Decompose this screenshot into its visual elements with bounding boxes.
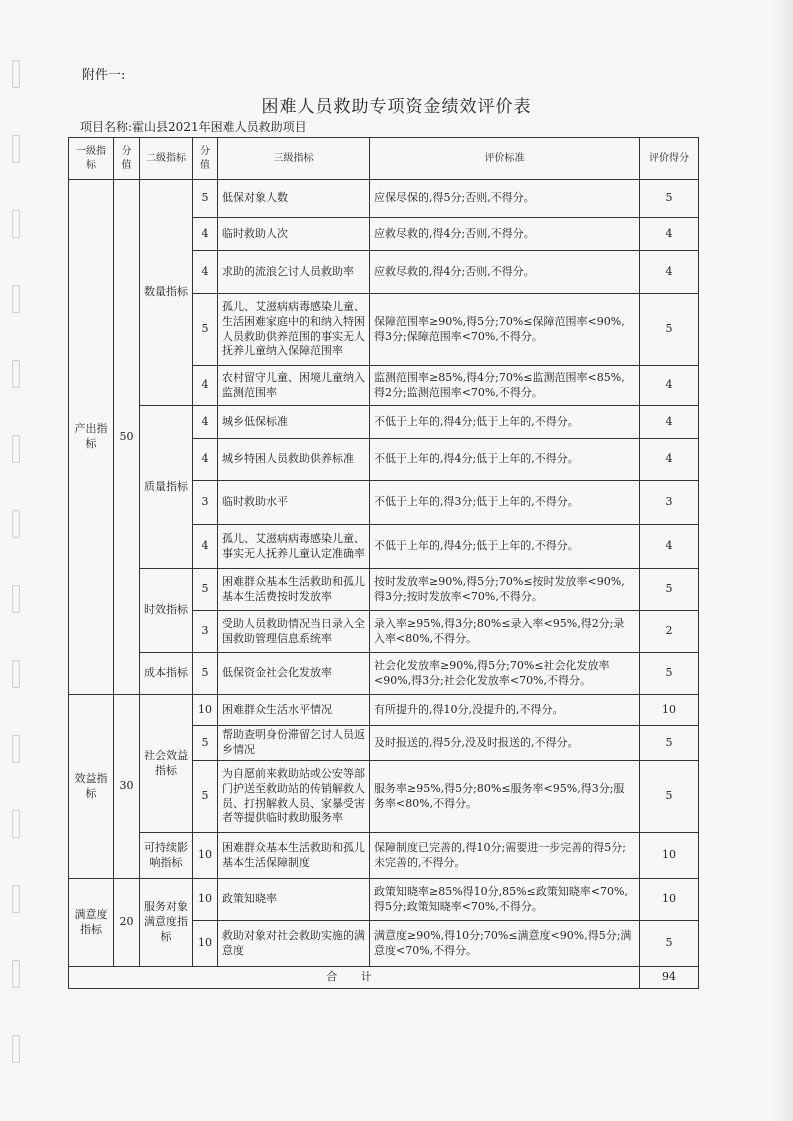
evaluation-result: 4 [640, 406, 699, 439]
binder-hole [12, 360, 20, 388]
level2-score: 3 [193, 611, 218, 653]
binder-marks [8, 40, 28, 1100]
evaluation-standard: 不低于上年的,得4分;低于上年的,不得分。 [370, 439, 640, 481]
evaluation-result: 4 [640, 525, 699, 569]
level2-indicator: 质量指标 [140, 406, 193, 569]
level3-indicator: 受助人员救助情况当日录入全国救助管理信息系统率 [218, 611, 370, 653]
binder-hole [12, 285, 20, 313]
binder-hole [12, 1035, 20, 1063]
evaluation-result: 5 [640, 294, 699, 366]
evaluation-standard: 社会化发放率≥90%,得5分;70%≤社会化发放率<90%,得3分;社会化发放率<70%,不得分。 [370, 653, 640, 695]
table-row [69, 695, 699, 726]
binder-hole [12, 210, 20, 238]
level2-score: 4 [193, 439, 218, 481]
level1-score: 30 [114, 695, 140, 879]
level2-score: 4 [193, 218, 218, 251]
evaluation-result: 10 [640, 833, 699, 879]
binder-hole [12, 735, 20, 763]
level2-indicator: 数量指标 [140, 180, 193, 406]
table-row [69, 653, 699, 695]
level2-score: 3 [193, 481, 218, 525]
level3-indicator: 帮助查明身份滞留乞讨人员返乡情况 [218, 726, 370, 761]
evaluation-standard: 保障制度已完善的,得10分;需要进一步完善的得5分;未完善的,不得分。 [370, 833, 640, 879]
level3-indicator: 临时救助人次 [218, 218, 370, 251]
level1-score: 50 [114, 180, 140, 695]
evaluation-result: 3 [640, 481, 699, 525]
table-header-row [69, 138, 699, 180]
binder-hole [12, 60, 20, 88]
level2-indicator: 时效指标 [140, 569, 193, 653]
evaluation-standard: 不低于上年的,得4分;低于上年的,不得分。 [370, 525, 640, 569]
level1-indicator: 效益指标 [69, 695, 114, 879]
level1-indicator: 满意度指标 [69, 879, 114, 967]
evaluation-standard: 不低于上年的,得4分;低于上年的,不得分。 [370, 406, 640, 439]
level2-score: 10 [193, 879, 218, 921]
level3-indicator: 农村留守儿童、困境儿童纳入监测范围率 [218, 366, 370, 406]
table-row [69, 833, 699, 879]
evaluation-standard: 及时报送的,得5分,没及时报送的,不得分。 [370, 726, 640, 761]
evaluation-result: 5 [640, 569, 699, 611]
total-row [69, 967, 699, 989]
binder-hole [12, 585, 20, 613]
level3-indicator: 临时救助水平 [218, 481, 370, 525]
table-row [69, 406, 699, 439]
evaluation-standard: 满意度≥90%,得10分;70%≤满意度<90%,得5分;满意度<70%,不得分。 [370, 921, 640, 967]
evaluation-result: 4 [640, 251, 699, 294]
header-level2-score: 分值 [193, 138, 218, 180]
level3-indicator: 为自愿前来救助站或公安等部门护送至救助站的传销解救人员、打拐解救人员、家暴受害者等提供临时救助服务率 [218, 761, 370, 833]
table-row [69, 879, 699, 921]
evaluation-result: 5 [640, 921, 699, 967]
header-level1-score: 分值 [114, 138, 140, 180]
evaluation-result: 5 [640, 653, 699, 695]
level3-indicator: 困难群众基本生活救助和孤儿基本生活费按时发放率 [218, 569, 370, 611]
level2-score: 4 [193, 525, 218, 569]
evaluation-result: 4 [640, 218, 699, 251]
level2-indicator: 成本指标 [140, 653, 193, 695]
level2-indicator: 社会效益指标 [140, 695, 193, 833]
level2-score: 4 [193, 251, 218, 294]
evaluation-standard: 应保尽保的,得5分;否则,不得分。 [370, 180, 640, 218]
evaluation-standard: 应救尽救的,得4分;否则,不得分。 [370, 251, 640, 294]
level2-score: 10 [193, 695, 218, 726]
evaluation-standard: 保障范围率≥90%,得5分;70%≤保障范围率<90%,得3分;保障范围率<70%,不得分。 [370, 294, 640, 366]
level3-indicator: 困难群众基本生活救助和孤儿基本生活保障制度 [218, 833, 370, 879]
level2-score: 5 [193, 761, 218, 833]
evaluation-standard: 政策知晓率≥85%得10分,85%≤政策知晓率<70%,得5分;政策知晓率<70%,不得分。 [370, 879, 640, 921]
level2-score: 5 [193, 180, 218, 218]
evaluation-result: 5 [640, 726, 699, 761]
binder-hole [12, 135, 20, 163]
binder-hole [12, 885, 20, 913]
binder-hole [12, 960, 20, 988]
project-name: 项目名称:霍山县2021年困难人员救助项目 [80, 120, 307, 134]
header-level1: 一级指标 [69, 138, 114, 180]
level3-indicator: 困难群众生活水平情况 [218, 695, 370, 726]
total-label: 合 计 [69, 967, 640, 989]
table-row [69, 180, 699, 218]
binder-hole [12, 660, 20, 688]
level2-indicator: 服务对象满意度指标 [140, 879, 193, 967]
level2-score: 4 [193, 406, 218, 439]
header-level3: 三级指标 [218, 138, 370, 180]
evaluation-result: 4 [640, 439, 699, 481]
header-level2: 二级指标 [140, 138, 193, 180]
evaluation-result: 10 [640, 695, 699, 726]
level3-indicator: 低保对象人数 [218, 180, 370, 218]
level3-indicator: 救助对象对社会救助实施的满意度 [218, 921, 370, 967]
evaluation-result: 5 [640, 761, 699, 833]
header-result: 评价得分 [640, 138, 699, 180]
evaluation-standard: 应救尽救的,得4分;否则,不得分。 [370, 218, 640, 251]
level2-score: 5 [193, 569, 218, 611]
evaluation-result: 2 [640, 611, 699, 653]
level2-indicator: 可持续影响指标 [140, 833, 193, 879]
page-edge-shadow [771, 0, 793, 1121]
level1-score: 20 [114, 879, 140, 967]
level3-indicator: 孤儿、艾滋病病毒感染儿童、事实无人抚养儿童认定准确率 [218, 525, 370, 569]
level2-score: 4 [193, 366, 218, 406]
level2-score: 10 [193, 833, 218, 879]
total-value: 94 [640, 967, 699, 989]
evaluation-standard: 录入率≥95%,得3分;80%≤录入率<95%,得2分;录入率<80%,不得分。 [370, 611, 640, 653]
evaluation-standard: 按时发放率≥90%,得5分;70%≤按时发放率<90%,得3分;按时发放率<70%,不得分。 [370, 569, 640, 611]
evaluation-result: 4 [640, 366, 699, 406]
binder-hole [12, 510, 20, 538]
level2-score: 10 [193, 921, 218, 967]
evaluation-standard: 监测范围率≥85%,得4分;70%≤监测范围率<85%,得2分;监测范围率<70%,不得分。 [370, 366, 640, 406]
binder-hole [12, 810, 20, 838]
evaluation-result: 10 [640, 879, 699, 921]
page-title: 困难人员救助专项资金绩效评价表 [261, 97, 532, 117]
level3-indicator: 低保资金社会化发放率 [218, 653, 370, 695]
evaluation-standard: 有所提升的,得10分,没提升的,不得分。 [370, 695, 640, 726]
level2-score: 5 [193, 294, 218, 366]
level3-indicator: 孤儿、艾滋病病毒感染儿童、生活困难家庭中的和纳入特困人员救助供养范围的事实无人抚养儿童纳入保障范围率 [218, 294, 370, 366]
level2-score: 5 [193, 653, 218, 695]
evaluation-standard: 不低于上年的,得3分;低于上年的,不得分。 [370, 481, 640, 525]
table-row [69, 569, 699, 611]
evaluation-result: 5 [640, 180, 699, 218]
level3-indicator: 城乡低保标准 [218, 406, 370, 439]
level2-score: 5 [193, 726, 218, 761]
level1-indicator: 产出指标 [69, 180, 114, 695]
binder-hole [12, 435, 20, 463]
attachment-label: 附件一: [82, 68, 126, 83]
evaluation-table [68, 137, 699, 989]
evaluation-standard: 服务率≥95%,得5分;80%≤服务率<95%,得3分;服务率<80%,不得分。 [370, 761, 640, 833]
level3-indicator: 政策知晓率 [218, 879, 370, 921]
level3-indicator: 城乡特困人员救助供养标准 [218, 439, 370, 481]
level3-indicator: 求助的流浪乞讨人员救助率 [218, 251, 370, 294]
header-standard: 评价标准 [370, 138, 640, 180]
